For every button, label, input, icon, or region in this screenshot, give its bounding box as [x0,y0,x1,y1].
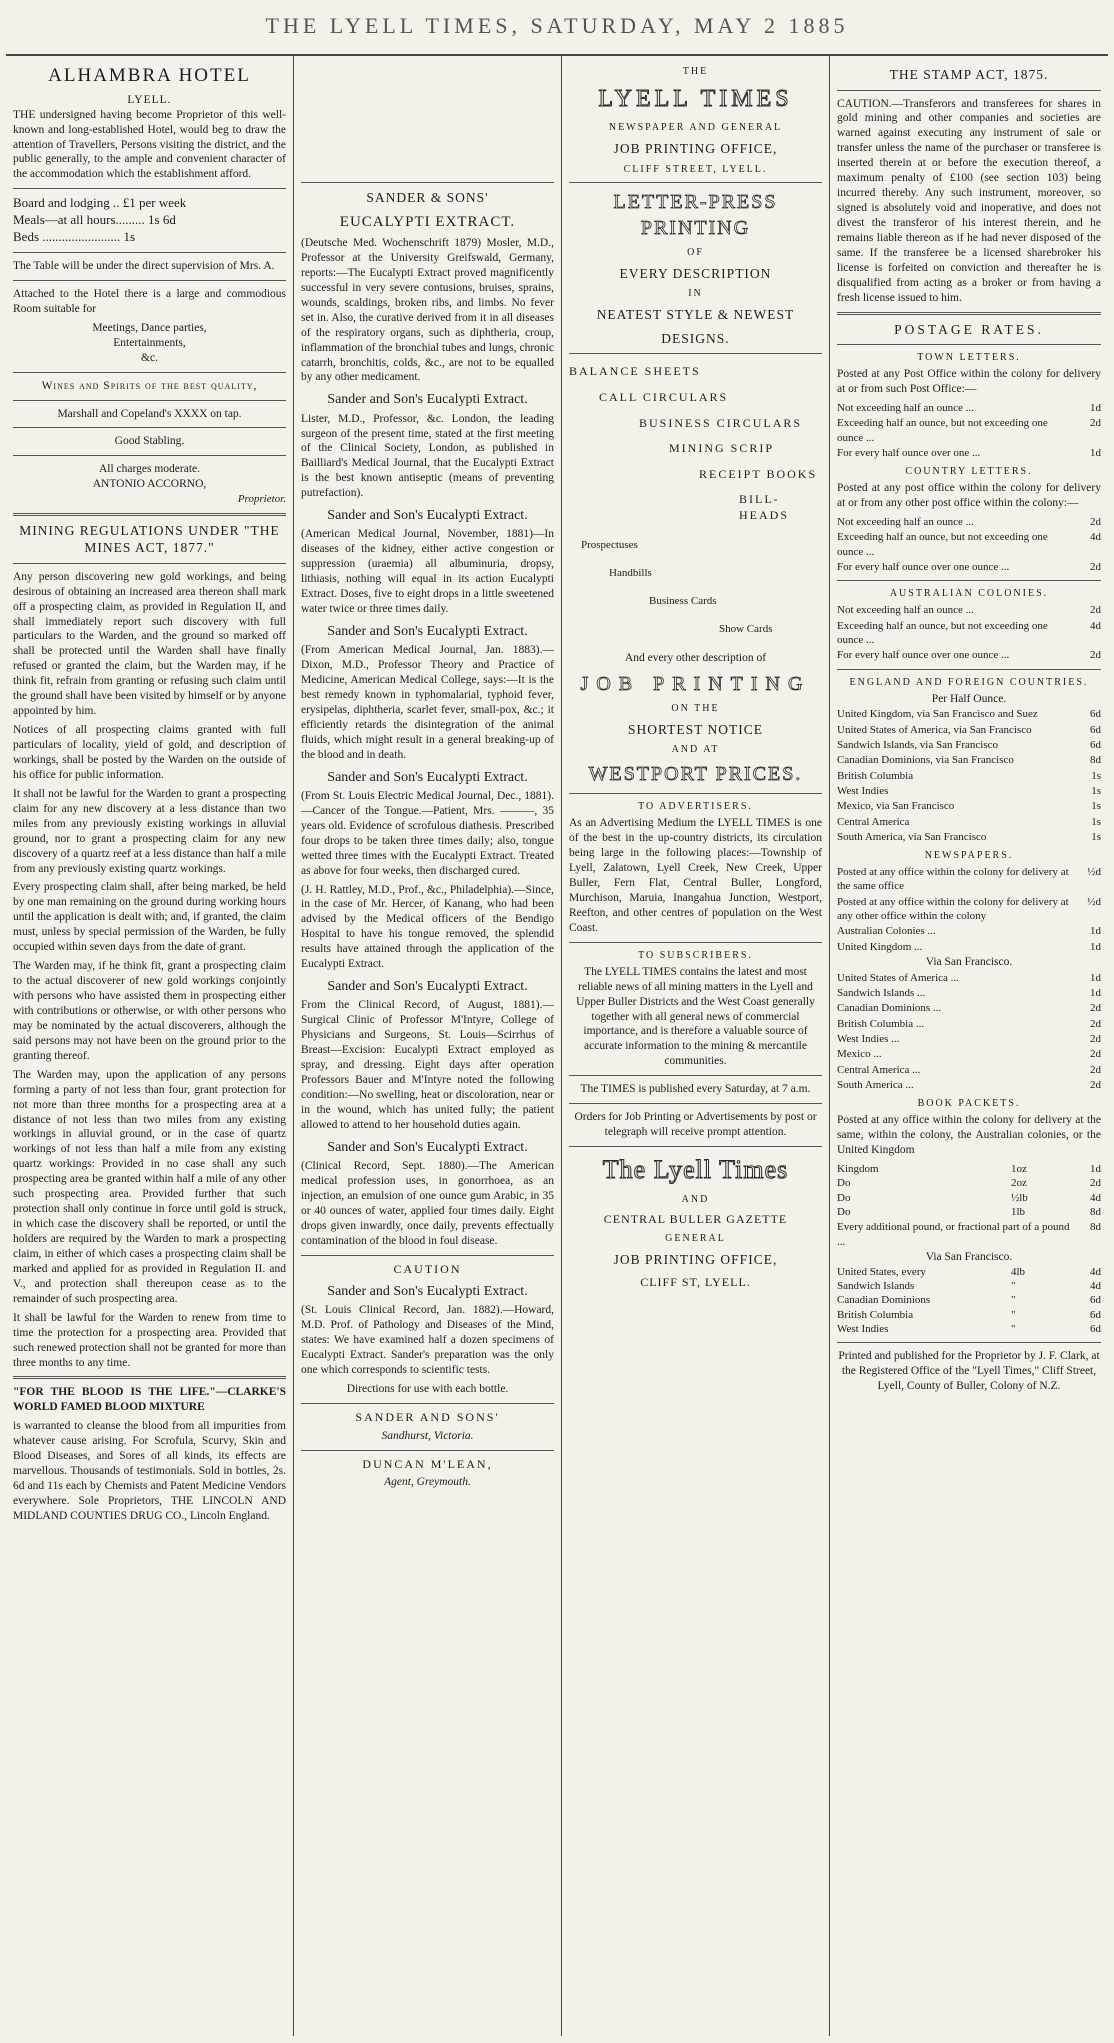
eucalypti-h5: Sander and Son's Eucalypti Extract. [327,769,528,785]
book-intro: Posted at any office within the colony for delivery at the same, within the colony, the Australian colonies, or the United Kingdom [837,1114,1101,1157]
maker-name: SANDER AND SONS' [355,1410,500,1425]
and-word: AND [681,1193,710,1205]
eucalypti-t7: (Clinical Record, Sept. 1880).—The American medical profession uses, in gonorrhoea, as an injection, an emulsion of one ounce gum Arabic, in 35 or 40 ounces of water, applied four times daily. Eight drops given inwardly, once daily, prevents effectually contamination of the blood in foul disease. [301,1159,554,1247]
mining-p6: The Warden may, upon the application of any persons forming a party of not less than four, grant protection for not more than three months for a prospecting area at a distance of not less than two miles from any existing workings in alluvial ground, or in the case of quartz workings of not less than half a mile from any existing quartz workings: Provided in no case shall any such prospecting area be granted within half a mile of any other such prospecting area. Provided further that such protection shall only continue in force until gold is struck, in which case the discovery shall be reported, or until the holders are required by the Warden to mark a prospecting claim, in either of which cases a prospecting claim shall be marked and applied for as provided in Regulation II. and V., and protection shall thereupon cease as to the remainder of such prospecting area. [13,1068,286,1305]
in-word: IN [688,288,703,300]
eucalypti-h2: Sander and Son's Eucalypti Extract. [327,392,528,408]
eucalypti-h8: Sander and Son's Eucalypti Extract. [327,1284,528,1300]
maker-place: Sandhurst, Victoria. [381,1429,474,1442]
office-job: JOB PRINTING OFFICE, [613,141,778,157]
clarke-ad [13,1385,286,1523]
country-intro: Posted at any post office within the colony for delivery at or from any other post office within the colony:— [837,482,1101,510]
other-description: And every other description of [624,651,767,664]
hotel-table: The Table will be under the direct supervision of Mrs. A. [13,259,275,272]
service-item: BILL-HEADS [739,492,790,522]
westport-prices: WESTPORT PRICES. [588,763,803,786]
mining-p5: The Warden may, if he think fit, grant a prospecting claim to the actual discoverer of new gold workings conjointly with persons who have assisted them in prospecting either with contributions or otherwise, or with other persons who may be nominated by the actual discoverers, although the said persons may not have been on the ground prior to the granting thereof. [13,960,286,1062]
postage-title: POSTAGE RATES. [894,321,1044,337]
orders-text: Orders for Job Printing or Advertisements by post or telegraph will receive prompt attention. [574,1111,817,1139]
rate-row: Mexico ... 2d [837,1048,1101,1061]
service-item: BALANCE SHEETS [569,364,701,379]
service-item: BUSINESS CIRCULARS [639,415,803,430]
column-4 [830,56,1108,2036]
subscribers-text: The LYELL TIMES contains the latest and most reliable news of all mining matters in the Lyell and Upper Buller Districts and the West Coast generally together with all general news of commercial importance, and is therefore a valuable source of accurate information to the mining & mercantile communities. [576,965,815,1068]
lyell-times-title: The Lyell Times [602,1155,789,1185]
newest-designs: DESIGNS. [661,330,730,346]
stamp-title: THE STAMP ACT, 1875. [889,67,1049,82]
hotel-stabling: Good Stabling. [114,435,185,448]
rate-row: Mexico, via San Francisco 1s [837,800,1101,813]
book-row: Canadian Dominions " 6d [837,1294,1101,1307]
rate-row: Central America 1s [837,815,1101,828]
office-the: THE [682,66,709,77]
rate-row: Not exceeding half an ounce ... 2d [837,516,1101,529]
eucalypti-h7: Sander and Son's Eucalypti Extract. [327,1139,528,1155]
hotel-intro: THE undersigned having become Proprietor of this well-known and long-established Hotel, would beg to draw the attention of Travellers, Persons visiting the district, and the public generally, to the ample and convenient character of the accommodation which the establishment afford. [13,108,286,181]
rate-row: United States of America, via San Francisco 6d [837,723,1101,736]
hotel-hall-3: Entertainments, [113,336,186,349]
print-item: Show Cards [719,623,773,636]
book-row: Kingdom 1oz 1d [837,1163,1101,1176]
hotel-owner: ANTONIO ACCORNO, [92,478,207,491]
neatest-style: NEATEST STYLE & NEWEST [596,307,795,323]
rate-row: Exceeding half an ounce, but not exceeding one ounce ... 4d [837,531,1101,558]
mining-p2: Notices of all prospecting claims granted with full particulars of locality, yield of gold, and description of workings, shall be posted by the Warden on the outside of his office for public information. [13,724,286,781]
mining-p7: It shall be lawful for the Warden to renew from time to time the protection for a prospecting area. Provided that such renewed protection shall not be granted for more than three months to any time. [13,1311,286,1369]
rate-row: For every half ounce over one ... 1d [837,446,1101,459]
hotel-charges: All charges moderate. [98,463,200,476]
general-word: GENERAL [665,1233,726,1245]
rate-row: South America, via San Francisco 1s [837,830,1101,843]
advertisers-text: As an Advertising Medium the LYELL TIMES is one of the best in the up-country districts, its circulation being large in the following places:—Township of Lyell, Zalatown, Lyell Creek, New Creek, Upper Buller, Fern Flat, Central Buller, Longford, Murchison, Maruia, Inangahua Junction, Westport, Reefton, and other centres of population on the West Coast. [569,817,822,934]
cliff-street: CLIFF ST, LYELL. [640,1275,751,1290]
office-title: LYELL TIMES [598,86,793,112]
eucalypti-t1: (Deutsche Med. Wochenschrift 1879) Mosler, M.D., Professor at the University Greifswald, Germany, reports:—The Eucalypti Extract proved magnificently successful in very severe contusions, bruises, sprains, wounds, scaldings, broken ribs, and limbs. No fever set in. Also, the curative derived from it in all diseases of the respiratory organs, such as diphtheria, croup, inflammation of the bronchial tubes and lungs, chronic catarrh, bronchitis, colds, &c., are not to be equalled by any other medicament. [301,237,554,384]
rate-row: For every half ounce over one ounce ... 2d [837,561,1101,574]
england-heading: ENGLAND AND FOREIGN COUNTRIES. [849,676,1089,688]
book-row: British Columbia " 6d [837,1308,1101,1321]
hotel-owner-role: Proprietor. [237,493,286,506]
masthead: THE LYELL TIMES, SATURDAY, MAY 2 1885 [6,6,1108,56]
rate-row: Canadian Dominions, via San Francisco 8d [837,754,1101,767]
eucalypti-h3: Sander and Son's Eucalypti Extract. [327,508,528,524]
mining-regulations [13,522,286,1371]
australian-heading: AUSTRALIAN COLONIES. [889,588,1049,600]
print-item: Business Cards [649,595,717,608]
service-item: MINING SCRIP [669,441,775,456]
hotel-title: ALHAMBRA HOTEL [48,65,251,86]
published-text: The TIMES is published every Saturday, at 7 a.m. [580,1083,811,1096]
eucalypti-title-1: SANDER & SONS' [366,190,489,205]
hotel-hall-2: Meetings, Dance parties, [92,321,207,334]
service-item: RECEIPT BOOKS [699,466,818,481]
clarke-title: "FOR THE BLOOD IS THE LIFE."—CLARKE'S WORLD FAMED BLOOD MIXTURE [13,1386,286,1414]
rate-row: Sandwich Islands, via San Francisco 6d [837,739,1101,752]
hotel-place: LYELL. [127,93,172,106]
rate-row: West Indies ... 2d [837,1033,1101,1046]
book-row: Do 1lb 8d [837,1205,1101,1218]
via-sf: Via San Francisco. [925,955,1013,968]
directions: Directions for use with each bottle. [346,1383,509,1396]
rate-row: Canadian Dominions ... 2d [837,1002,1101,1015]
rate-row: British Columbia 1s [837,769,1101,782]
eucalypti-t8: (St. Louis Clinical Record, Jan. 1882).—Howard, M.D. Prof. of Pathology and Diseases of the Mind, states: We have examined half a dozen specimens of Eucalypti Extract. Sander's preparation was the only one which corresponds to scientific tests. [301,1304,554,1377]
eucalypti-h4: Sander and Son's Eucalypti Extract. [327,624,528,640]
job-office: JOB PRINTING OFFICE, [613,1252,778,1268]
rate-row: For every half ounce over one ounce ... 2d [837,649,1101,662]
book-row: West Indies " 6d [837,1322,1101,1335]
print-item: Prospectuses [581,538,638,551]
column-1 [6,56,294,2036]
rate-row: Sandwich Islands ... 1d [837,987,1101,1000]
clarke-body: is warranted to cleanse the blood from all impurities from whatever cause arising. For Scrofula, Scurvy, Skin and Blood Diseases, and Sores of all kinds, its effects are marvellous. Thousands of testimonials. Sold in bottles, 2s. 6d and 11s each by Chemists and Patent Medicine Vendors everywhere. Sole Proprietors, THE LINCOLN AND MIDLAND COUNTIES DRUG CO., Lincoln England. [13,1420,286,1522]
country-heading: COUNTRY LETTERS. [905,466,1033,478]
rate-row: Posted at any office within the colony for delivery at any other office within the colony ½d [837,895,1101,923]
mining-p4: Every prospecting claim shall, after being marked, be held by one man remaining on the ground during working hours until the application is dealt with; and, if granted, the claim must, unless by special permission of the Warden, be fully occupied within seven days from the date of grant. [13,881,286,954]
rate-row: Every additional pound, or fractional part of a pound ... 8d [837,1221,1101,1248]
mining-p1: Any person discovering new gold workings, and being desirous of obtaining an increased area thereon shall mark off a prospecting claim, as provided in Regulation II, and shall immediately report such discovery with full particulars to the Warden, and the ground so marked off shall be protected until the Warden shall have finally refused or granted the claim, but the Warden may, if he think fit, refrain from granting or refusing such claim until the ground shall have been visited by himself or by anyone appointed by him. [13,570,286,718]
book-heading: BOOK PACKETS. [917,1098,1021,1110]
column-2 [294,56,562,2036]
rate-row: Australian Colonies ... 1d [837,925,1101,938]
book-row: Do 2oz 2d [837,1177,1101,1190]
newspapers-heading: NEWSPAPERS. [924,850,1014,862]
hotel-ad [13,64,286,507]
rate-row: Exceeding half an ounce, but not exceeding one ounce ... 4d [837,619,1101,646]
and-at: AND AT [671,744,720,756]
columns [6,56,1108,2036]
rate-row: Exceeding half an ounce, but not exceeding one ounce ... 2d [837,417,1101,444]
hotel-wines: Wines and Spirits of the best quality, [41,379,258,392]
rate-row: Posted at any office within the colony for delivery at the same office ½d [837,866,1101,893]
beds-line: Beds ........................ 1s [13,229,136,245]
rate-row: South America ... 2d [837,1078,1101,1091]
subscribers-heading: TO SUBSCRIBERS. [638,949,753,961]
book-row: Sandwich Islands " 4d [837,1280,1101,1293]
rate-row: Central America ... 2d [837,1063,1101,1076]
book-row: Do ½lb 4d [837,1191,1101,1204]
board-line: Board and lodging .. £1 per week [13,195,187,211]
stamp-text: CAUTION.—Transferors and transferees for shares in gold mining and other companies and societies are warned against executing any instrument of sale or transfer unless the name of the purchaser or transferee is inserted therein at or before the execution thereof, a maximum penalty of £100 (see section 103) being incurred thereby. Any such instrument, moreover, so signed is absolutely void and inoperative, and does not divest the transferor of his interest therein, and he remains liable thereon as if he had never disposed of the same. If the transferee be a licensed sharebroker his license is forfeited on conviction and thereafter he is disqualified from acting as a broker or from having a fresh license issued to him. [837,97,1101,304]
eucalypti-t5: (From St. Louis Electric Medical Journal, Dec., 1881).—Cancer of the Tongue.—Patient, Mrs. ———, 35 years old. Evidence of scrofulous diathesis. Prescribed four drops to be taken three times daily; also, tongue wetted three times with the Eucalypti Extract. Treated as above for four weeks, then discharged cured. [301,789,554,877]
office-street: CLIFF STREET, LYELL. [623,163,768,175]
eucalypti-h6: Sander and Son's Eucalypti Extract. [327,979,528,995]
agent-place: Agent, Greymouth. [384,1476,471,1489]
column-3 [562,56,830,2036]
town-intro: Posted at any Post Office within the colony for delivery at or from such Post Office:— [837,368,1101,396]
rate-row: United States of America ... 1d [837,971,1101,984]
eucalypti-t2: Lister, M.D., Professor, &c. London, the leading surgeon of the present time, stated at the first meeting of the Clinical Society, London, as published in Bailliard's Medical Journal, that the Eucalypti Extract is the best known antiseptic (means of preventing putrefaction). [301,412,554,500]
via-sf-2: Via San Francisco. [925,1250,1013,1263]
office-sub: NEWSPAPER AND GENERAL [608,122,783,134]
shortest-notice: SHORTEST NOTICE [627,721,764,737]
every-description: EVERY DESCRIPTION [619,265,772,281]
imprint: Printed and published for the Proprietor by J. F. Clark, at the Registered Office of the "Lyell Times," Cliff Street, Lyell, County of Buller, Colony of N.Z. [838,1350,1100,1393]
gazette-title: CENTRAL BULLER GAZETTE [603,1211,788,1226]
meals-line: Meals—at all hours......... 1s 6d [13,212,176,228]
advertisers-heading: TO ADVERTISERS. [638,801,753,813]
rate-row: United Kingdom ... 1d [837,940,1101,953]
town-heading: TOWN LETTERS. [917,352,1021,364]
job-printing: JOB PRINTING [580,672,811,695]
letterpress: LETTER-PRESS PRINTING [613,190,778,239]
eucalypti-t6: From the Clinical Record, of August, 1881).—Surgical Clinic of Professor M'Intyre, College of Physicians and Surgeons, St. Louis—Scirrhus of Breast—Excision: Eucalypti Extract employed as spray, and dressing. Eight days after operation Professors Bauer and M'Intyre noted the following condition:—No swelling, heat or discoloration, near or in the wound, which has united fully; the patient allowed to attend to her household duties again. [301,999,554,1131]
print-item: Handbills [609,566,652,579]
service-item: CALL CIRCULARS [599,389,729,404]
rate-row: Not exceeding half an ounce ... 2d [837,604,1101,617]
hotel-hall: Attached to the Hotel there is a large and commodious Room suitable for [13,287,286,315]
caution-heading: CAUTION [393,1261,462,1276]
per-half-ounce: Per Half Ounce. [931,692,1007,705]
eucalypti-t3: (American Medical Journal, November, 1881)—In diseases of the kidney, either active congestion or suppression (uraemia) all albuminuria, dropsy, lithiasis, nothing will equal in its action Eucalypti Extract. Doses, five to eight drops in a little sweetened water twice or three times daily. [301,528,554,616]
mining-p3: It shall not be lawful for the Warden to grant a prospecting claim for any new discovery at a less distance than two miles from any previously existing workings in alluvial ground, nor to grant a prospecting claim for any new discovery of a quartz reef at a less distance than half a mile from any previously existing quartz workings. [13,787,286,875]
hotel-hall-4: &c. [141,351,158,364]
mining-title: MINING REGULATIONS UNDER "THE MINES ACT, 1877." [19,522,280,556]
agent-name: DUNCAN M'LEAN, [362,1456,493,1471]
on-the: ON THE [671,702,720,714]
rate-row: Not exceeding half an ounce ... 1d [837,402,1101,415]
eucalypti-title-2: EUCALYPTI EXTRACT. [339,213,516,230]
rate-row: United Kingdom, via San Francisco and Suez 6d [837,708,1101,721]
book-row: United States, every 4lb 4d [837,1265,1101,1278]
rate-row: British Columbia ... 2d [837,1017,1101,1030]
hotel-ale: Marshall and Copeland's XXXX on tap. [57,407,242,420]
of-word: OF [687,246,704,258]
rate-row: West Indies 1s [837,784,1101,797]
eucalypti-t4: (From American Medical Journal, Jan. 1883).—Dixon, M.D., Professor Theory and Practice of Medicine, American Medical College, says:—It is the best remedy known in typhomalarial, typhoid fever, erysipelas, diphtheria, scarlet fever, small-pox, &c.; it efficiently retards the disintegration of the animal fluids, which might result in a general breaking-up of the blood and in death. [301,644,554,761]
eucalypti-t5b: (J. H. Rattley, M.D., Prof., &c., Philadelphia).—Since, in the case of Mr. Hercer, of Kanang, who had been advised by the Medical officers of the Bendigo Hospital to have his tongue removed, the splendid results have attained through the application of the Eucalypti Extract. [301,883,554,971]
